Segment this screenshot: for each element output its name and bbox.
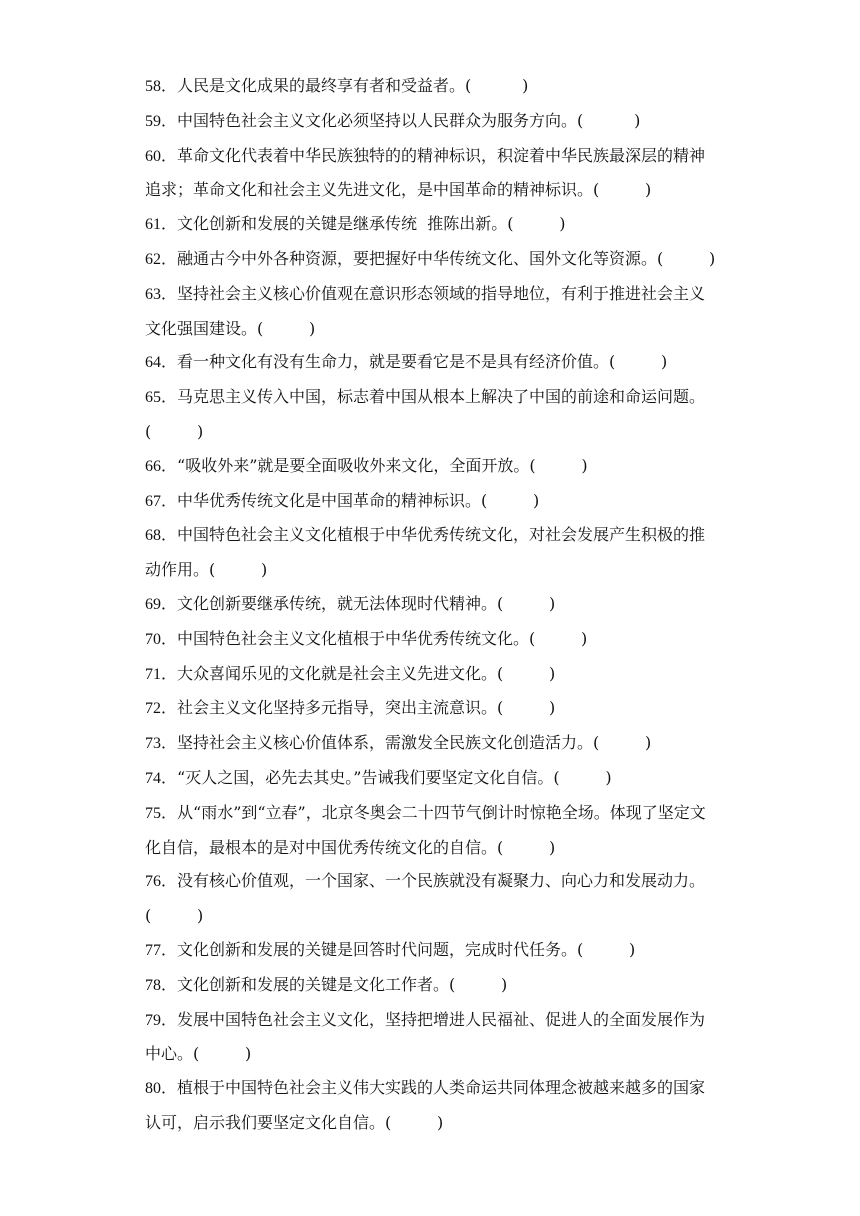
- question-text: 从“雨水”到“立春”，北京冬奥会二十四节气倒计时惊艳全场。体现了坚定文化自信，最根本的是对中国优秀传统文化的自信。( ): [145, 802, 706, 857]
- question-text: “吸收外来”就是要全面吸收外来文化，全面开放。( ): [177, 455, 588, 475]
- question-text: 中国特色社会主义文化必须坚持以人民群众为服务方向。( ): [177, 110, 641, 130]
- question-number: 59．: [145, 112, 178, 130]
- question-number: 60．: [145, 147, 178, 165]
- question-number: 75．: [145, 804, 178, 822]
- question-number: 71．: [145, 665, 178, 683]
- question-text: 大众喜闻乐见的文化就是社会主义先进文化。( ): [177, 663, 556, 683]
- question-65: [145, 380, 720, 449]
- question-59: [145, 104, 720, 139]
- question-58: [145, 69, 720, 104]
- question-text: 没有核心价值观，一个国家、一个民族就没有凝聚力、向心力和发展动力。( ): [145, 871, 706, 926]
- question-72: [145, 691, 720, 726]
- question-77: [145, 933, 720, 968]
- question-number: 63．: [145, 285, 178, 303]
- question-70: [145, 622, 720, 657]
- question-number: 68．: [145, 527, 178, 545]
- question-text: 革命文化代表着中华民族独特的的精神标识，积淀着中华民族最深层的精神追求；革命文化和社会主义先进文化，是中国革命的精神标识。( ): [145, 145, 706, 200]
- question-text: 坚持社会主义核心价值观在意识形态领域的指导地位，有利于推进社会主义文化强国建设。( ): [145, 283, 706, 338]
- question-number: 70．: [145, 630, 178, 648]
- question-text: 文化创新要继承传统，就无法体现时代精神。( ): [177, 593, 556, 613]
- question-number: 64．: [145, 354, 178, 372]
- question-71: [145, 657, 720, 692]
- question-62: [145, 242, 720, 277]
- question-number: 58．: [145, 78, 178, 95]
- question-73: [145, 726, 720, 761]
- question-text: 文化创新和发展的关键是回答时代问题，完成时代任务。( ): [177, 939, 636, 959]
- question-74: [145, 761, 720, 796]
- question-66: [145, 449, 720, 484]
- question-number: 66．: [145, 457, 178, 475]
- question-text: 中华优秀传统文化是中国革命的精神标识。( ): [177, 490, 540, 510]
- question-number: 67．: [145, 492, 178, 510]
- question-text: 发展中国特色社会主义文化，坚持把增进人民福祉、促进人的全面发展作为中心。( ): [145, 1009, 706, 1064]
- question-number: 65．: [145, 389, 178, 407]
- question-text: 马克思主义传入中国，标志着中国从根本上解决了中国的前途和命运问题。( ): [145, 387, 706, 441]
- question-text: 中国特色社会主义文化植根于中华优秀传统文化。( ): [177, 628, 588, 648]
- question-60: [145, 139, 720, 208]
- question-76: [145, 864, 720, 933]
- question-text: 文化创新和发展的关键是继承传统 推陈出新。( ): [177, 214, 566, 234]
- question-text: “灭人之国，必先去其史。”告诫我们要坚定文化自信。( ): [177, 767, 612, 787]
- question-text: 融通古今中外各种资源，要把握好中华传统文化、国外文化等资源。( ): [177, 248, 716, 268]
- question-number: 78．: [145, 976, 178, 994]
- question-text: 人民是文化成果的最终享有者和受益者。( ): [177, 76, 529, 95]
- question-64: [145, 345, 720, 380]
- question-80: [145, 1071, 720, 1140]
- question-number: 72．: [145, 700, 178, 718]
- question-number: 69．: [145, 595, 178, 613]
- question-number: 80．: [145, 1080, 178, 1098]
- question-75: [145, 796, 720, 865]
- question-69: [145, 587, 720, 622]
- question-text: 坚持社会主义核心价值体系，需激发全民族文化创造活力。( ): [177, 733, 652, 753]
- question-61: [145, 207, 720, 242]
- question-text: 看一种文化有没有生命力，就是要看它是不是具有经济价值。( ): [177, 352, 668, 372]
- question-number: 79．: [145, 1011, 178, 1029]
- question-text: 植根于中国特色社会主义伟大实践的人类命运共同体理念被越来越多的国家认可，启示我们要坚定文化自信。( ): [145, 1078, 706, 1132]
- question-number: 73．: [145, 735, 178, 753]
- question-text: 中国特色社会主义文化植根于中华优秀传统文化，对社会发展产生积极的推动作用。( ): [145, 525, 706, 580]
- question-text: 文化创新和发展的关键是文化工作者。( ): [177, 974, 508, 994]
- question-68: [145, 518, 720, 587]
- question-number: 76．: [145, 873, 178, 891]
- question-number: 74．: [145, 769, 178, 787]
- question-63: [145, 277, 720, 346]
- question-78: [145, 968, 720, 1003]
- question-79: [145, 1003, 720, 1072]
- question-number: 77．: [145, 941, 178, 959]
- question-list: [145, 69, 720, 1140]
- question-number: 61．: [145, 216, 178, 234]
- question-number: 62．: [145, 250, 178, 268]
- question-67: [145, 484, 720, 519]
- question-text: 社会主义文化坚持多元指导，突出主流意识。( ): [177, 698, 556, 718]
